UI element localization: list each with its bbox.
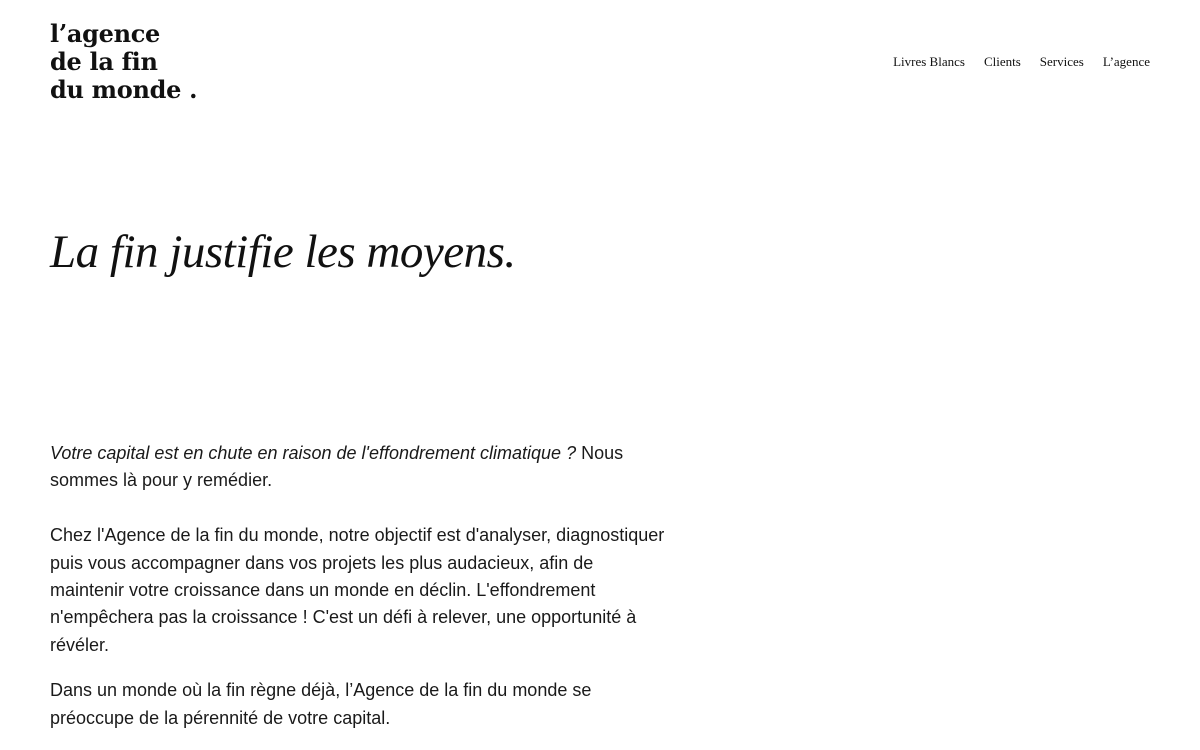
logo-line: l’agence	[50, 19, 161, 48]
nav-item-livres-blancs[interactable]: Livres Blancs	[893, 54, 965, 69]
main-nav	[893, 54, 1150, 70]
body-paragraph: Dans un monde où la fin règne déjà, l’Agence de la fin du monde se préoccupe de la pérennité de votre capital.	[50, 680, 592, 728]
hero-title: La fin justifie les moyens.	[50, 226, 516, 278]
intro-italic-text: Votre capital est en chute en raison de l'effondrement climatique ?	[50, 443, 577, 463]
intro-rest-text: Nous sommes là pour y remédier.	[50, 443, 624, 491]
logo-line: du monde .	[50, 75, 198, 104]
nav-item-clients[interactable]: Clients	[983, 54, 1021, 69]
body-paragraph: Chez l'Agence de la fin du monde, notre objectif est d'analyser, diagnostiquer puis vous accompagner dans vos projets les plus audacieux, afin de maintenir votre croissance dans un monde en déclin. L'effondrement n'empêchera pas la croissance ! C'est un défi à relever, une opportunité à révéler.	[50, 525, 665, 655]
nav-item-services[interactable]: Services	[1039, 54, 1084, 69]
nav-item-lagence[interactable]: L’agence	[1102, 54, 1150, 69]
site-logo[interactable]	[50, 20, 197, 104]
main-content	[50, 440, 670, 732]
intro-paragraph	[50, 440, 670, 495]
logo-line: de la fin	[50, 47, 158, 76]
